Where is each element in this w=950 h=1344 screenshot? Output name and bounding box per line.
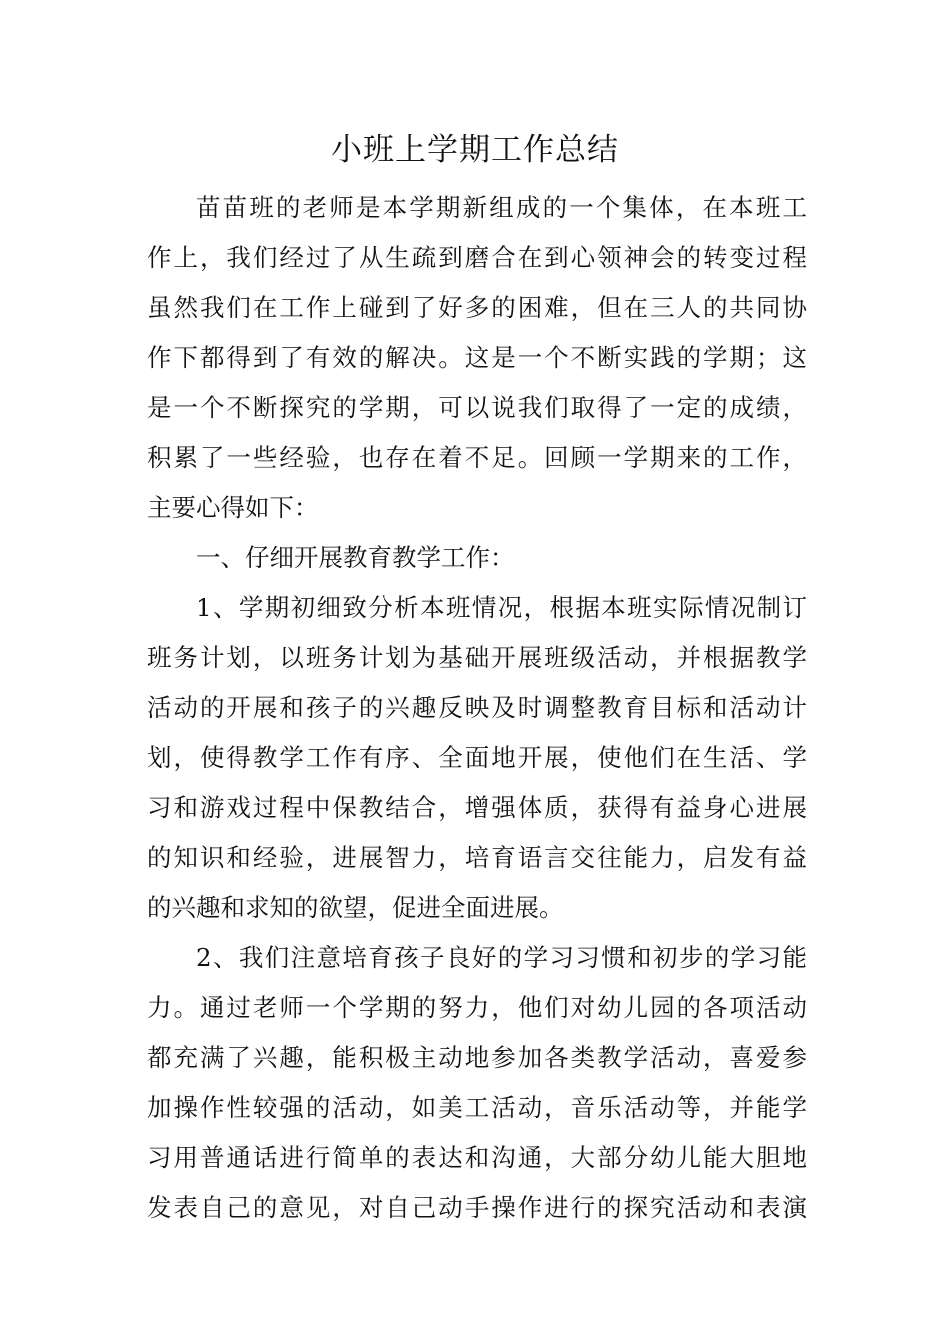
text-line: 苗苗班的老师是本学期新组成的一个集体，在本班工 [196, 193, 807, 222]
text-line: 作上，我们经过了从生疏到磨合在到心领神会的转变过程 [147, 243, 807, 272]
text-line: 发表自己的意见，对自己动手操作进行的探究活动和表演 [147, 1193, 807, 1222]
text-line: 划，使得教学工作有序、全面地开展，使他们在生活、学 [147, 743, 807, 772]
text-line: 加操作性较强的活动，如美工活动，音乐活动等，并能学 [147, 1093, 807, 1122]
text-line: 的知识和经验，进展智力，培育语言交往能力，启发有益 [147, 843, 807, 872]
document-title: 小班上学期工作总结 [331, 132, 619, 168]
text-line: 力。通过老师一个学期的努力，他们对幼儿园的各项活动 [147, 993, 807, 1022]
text-line: 都充满了兴趣，能积极主动地参加各类教学活动，喜爱参 [147, 1043, 807, 1072]
text-line: 习用普通话进行简单的表达和沟通，大部分幼儿能大胆地 [147, 1143, 807, 1172]
text-line: 作下都得到了有效的解决。这是一个不断实践的学期；这 [147, 343, 807, 372]
section-heading: 一、仔细开展教育教学工作： [196, 543, 515, 572]
text-line: 的兴趣和求知的欲望，促进全面进展。 [147, 893, 564, 922]
text-line: 习和游戏过程中保教结合，增强体质，获得有益身心进展 [147, 793, 807, 822]
text-line: 班务计划，以班务计划为基础开展班级活动，并根据教学 [147, 643, 807, 672]
text-line: 是一个不断探究的学期，可以说我们取得了一定的成绩， [147, 393, 807, 422]
text-line: 2、我们注意培育孩子良好的学习习惯和初步的学习能 [196, 943, 807, 972]
text-line: 1、学期初细致分析本班情况，根据本班实际情况制订 [196, 593, 807, 622]
text-line: 积累了一些经验，也存在着不足。回顾一学期来的工作， [147, 443, 807, 472]
text-line: 主要心得如下： [147, 493, 319, 522]
text-line: 虽然我们在工作上碰到了好多的困难，但在三人的共同协 [147, 293, 807, 322]
text-line: 活动的开展和孩子的兴趣反映及时调整教育目标和活动计 [147, 693, 807, 722]
